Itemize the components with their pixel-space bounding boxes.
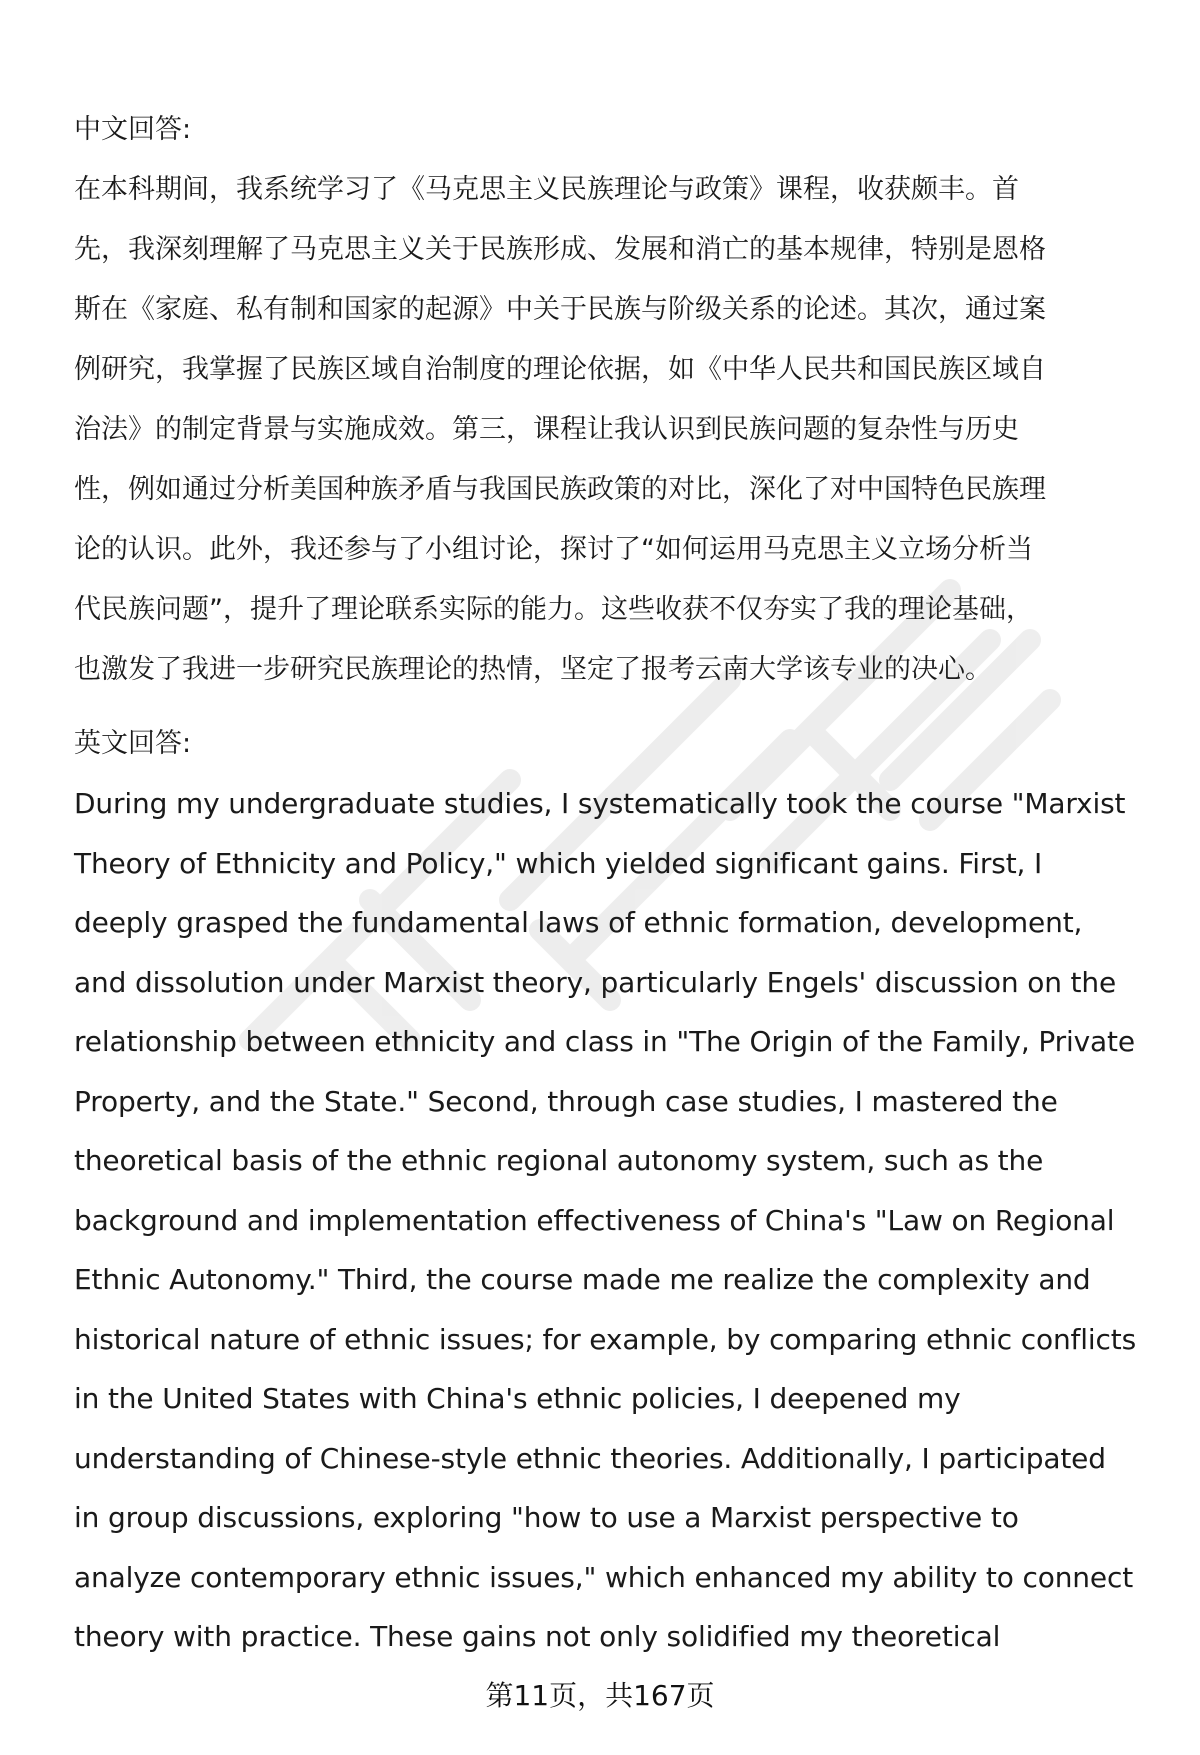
paragraph-line: 先，我深刻理解了马克思主义关于民族形成、发展和消亡的基本规律，特别是恩格 <box>74 234 1046 265</box>
document-page <box>74 100 1160 1667</box>
page-number-footer: 第11页，共167页 <box>485 1679 715 1712</box>
chinese-answer-heading: 中文回答: <box>74 114 192 145</box>
paragraph-line: theory with practice. These gains not only solidified my theoretical <box>74 1620 1001 1653</box>
english-answer-heading: 英文回答: <box>74 728 192 759</box>
paragraph-line: 论的认识。此外，我还参与了小组讨论，探讨了“如何运用马克思主义立场分析当 <box>74 534 1033 565</box>
chinese-answer-paragraph <box>74 160 1154 700</box>
paragraph-line: Ethnic Autonomy." Third, the course made me realize the complexity and <box>74 1263 1091 1296</box>
paragraph-line: 也激发了我进一步研究民族理论的热情，坚定了报考云南大学该专业的决心。 <box>74 654 992 685</box>
paragraph-line: in the United States with China's ethnic policies, I deepened my <box>74 1382 961 1415</box>
paragraph-line: 代民族问题”，提升了理论联系实际的能力。这些收获不仅夯实了我的理论基础， <box>74 594 1033 625</box>
paragraph-line: theoretical basis of the ethnic regional autonomy system, such as the <box>74 1144 1044 1177</box>
paragraph-line: deeply grasped the fundamental laws of ethnic formation, development, <box>74 906 1083 939</box>
paragraph-line: background and implementation effectiveness of China's "Law on Regional <box>74 1203 1115 1237</box>
paragraph-line: Theory of Ethnicity and Policy," which yielded significant gains. First, I <box>74 846 1043 880</box>
paragraph-line: 在本科期间，我系统学习了《马克思主义民族理论与政策》课程，收获颇丰。首 <box>74 174 1019 205</box>
section-spacer <box>74 700 1160 714</box>
paragraph-line: in group discussions, exploring "how to use a Marxist perspective to <box>74 1501 1019 1534</box>
paragraph-line: and dissolution under Marxist theory, particularly Engels' discussion on the <box>74 965 1117 999</box>
paragraph-line: 例研究，我掌握了民族区域自治制度的理论依据，如《中华人民共和国民族区域自 <box>74 354 1046 385</box>
paragraph-line: relationship between ethnicity and class in "The Origin of the Family, Private <box>74 1025 1135 1058</box>
paragraph-line: 斯在《家庭、私有制和国家的起源》中关于民族与阶级关系的论述。其次，通过案 <box>74 294 1046 325</box>
paragraph-line: During my undergraduate studies, I systematically took the course "Marxist <box>74 787 1126 820</box>
paragraph-line: 治法》的制定背景与实施成效。第三，课程让我认识到民族问题的复杂性与历史 <box>74 414 1019 445</box>
paragraph-line: analyze contemporary ethnic issues," which enhanced my ability to connect <box>74 1560 1134 1594</box>
paragraph-line: Property, and the State." Second, through case studies, I mastered the <box>74 1084 1058 1118</box>
paragraph-line: understanding of Chinese-style ethnic theories. Additionally, I participated <box>74 1441 1106 1475</box>
paragraph-line: 性，例如通过分析美国种族矛盾与我国民族政策的对比，深化了对中国特色民族理 <box>74 474 1046 505</box>
paragraph-line: historical nature of ethnic issues; for example, by comparing ethnic conflicts <box>74 1322 1137 1356</box>
english-answer-paragraph <box>74 774 1160 1667</box>
